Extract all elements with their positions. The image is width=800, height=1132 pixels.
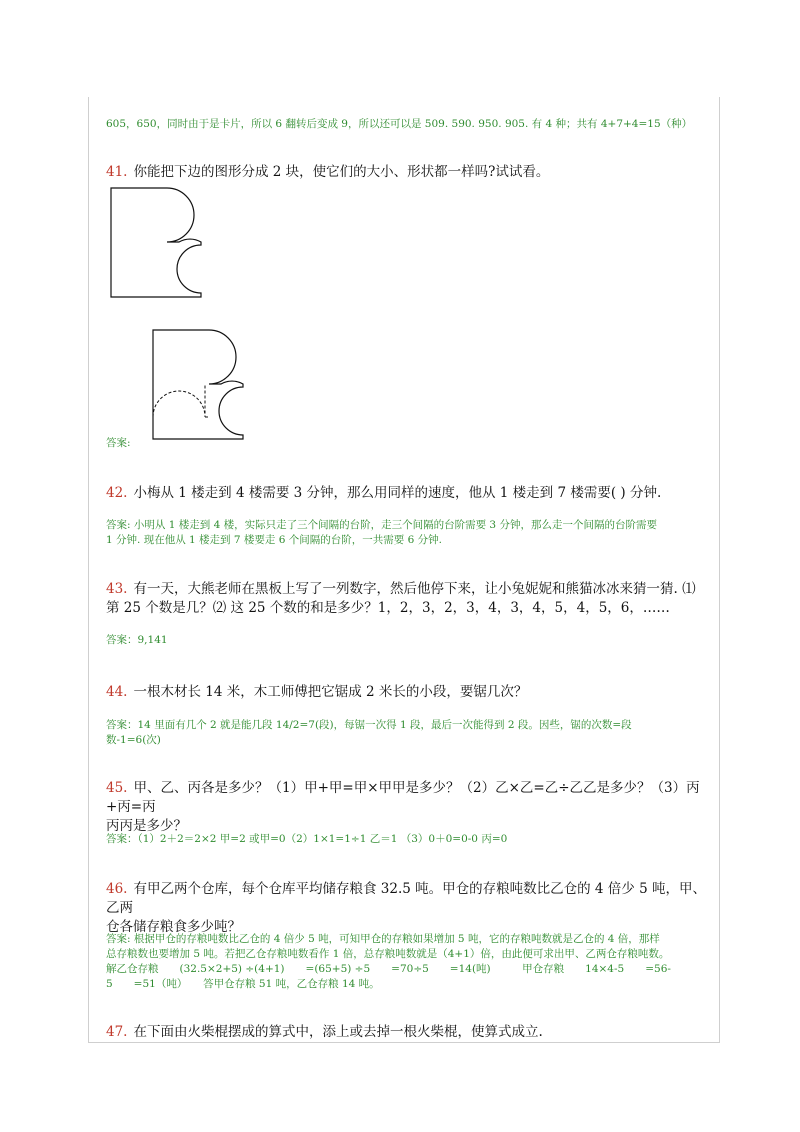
question-41 (106, 163, 716, 182)
answer-line: 解乙仓存粮 (32.5×2+5) ÷(4+1) =(65+5) ÷5 =70÷5 =14(吨) 甲仓存粮 14×4-5 =56- (106, 963, 671, 975)
question-number: 41. (106, 164, 128, 180)
question-number: 46. (106, 881, 128, 897)
answer-line: 答案: 小明从 1 楼走到 4 楼，实际只走了三个间隔的台阶，走三个间隔的台阶需要 3 分钟，那么走一个间隔的台阶需要 (106, 519, 657, 531)
answer-line: 1 分钟. 现在他从 1 楼走到 7 楼要走 6 个间隔的台阶，一共需要 6 分钟. (106, 534, 442, 546)
answer-line: 数-1=6(次) (106, 734, 161, 746)
question-number: 43. (106, 581, 128, 597)
answer-line: 总存粮数也要增加 5 吨。若把乙仓存粮吨数看作 1 倍，总存粮吨数就是（4+1）倍，由此便可求出甲、乙两仓存粮吨数。 (106, 948, 670, 960)
question-42 (106, 484, 716, 503)
question-47 (106, 1023, 716, 1042)
question-text: 一根木材长 14 米，木工师傅把它锯成 2 米长的小段，要锯几次？ (133, 684, 528, 700)
answer-line: 5 =51（吨） 答甲仓存粮 51 吨，乙仓存粮 14 吨。 (106, 978, 380, 990)
question-text-line: 第 25 个数是几？⑵ 这 25 个数的和是多少？1，2，3，2，3，4，3，4，5，4，5，6，…… (106, 600, 670, 616)
question-number: 44. (106, 684, 128, 700)
question-number: 45. (106, 780, 128, 796)
answer-46 (106, 932, 716, 992)
question-text: 小梅从 1 楼走到 4 楼需要 3 分钟，那么用同样的速度，他从 1 楼走到 7 楼需要( ) 分钟. (133, 485, 662, 501)
answer-43: 答案：9,141 (106, 634, 168, 646)
question-text: 你能把下边的图形分成 2 块，使它们的大小、形状都一样吗?试试看。 (133, 164, 550, 180)
question-text: 在下面由火柴棍摆成的算式中，添上或去掉一根火柴棍，使算式成立. (133, 1024, 543, 1040)
question-text-line: 有一天，大熊老师在黑板上写了一列数字，然后他停下来，让小兔妮妮和熊猫冰冰来猜一猜. ⑴ (133, 581, 696, 597)
answer-42 (106, 518, 716, 548)
top-answer-text: 605，650，同时由于是卡片，所以 6 翻转后变成 9，所以还可以是 509. 590. 950. 905. 有 4 种；共有 4+7+4=15（种） (106, 118, 693, 130)
answer-41: 答案: (106, 437, 131, 449)
figure-b-shape-divided (145, 322, 260, 450)
question-number: 42. (106, 485, 128, 501)
question-45 (106, 779, 716, 836)
question-44 (106, 683, 716, 702)
question-text-line: 丙丙是多少？ (106, 818, 187, 834)
answer-line: 答案: 根据甲仓的存粮吨数比乙仓的 4 倍少 5 吨，可知甲仓的存粮如果增加 5 吨，它的存粮吨数就是乙仓的 4 倍，那样 (106, 933, 660, 945)
figure-b-shape (105, 183, 215, 308)
question-number: 47. (106, 1024, 128, 1040)
answer-45: 答案：（1）2＋2＝2×2 甲=2 或甲=0（2）1×1=1÷1 乙＝1 （3）0＋0=0-0 丙=0 (106, 833, 508, 845)
question-text-line: 有甲乙两个仓库，每个仓库平均储存粮食 32.5 吨。甲仓的存粮吨数比乙仓的 4 倍少 5 吨，甲、乙两 (106, 881, 706, 916)
answer-44 (106, 718, 716, 748)
question-text-line: 仓各储存粮食多少吨？ (106, 919, 241, 935)
answer-line: 答案：14 里面有几个 2 就是能几段 14/2=7(段)，每锯一次得 1 段，最后一次能得到 2 段。因些，锯的次数=段 (106, 719, 632, 731)
question-46 (106, 880, 716, 937)
question-43 (106, 580, 716, 618)
question-text-line: 甲、乙、丙各是多少？（1）甲+甲=甲×甲甲是多少？（2）乙×乙=乙÷乙乙是多少？（3）丙+丙=丙 (106, 780, 700, 815)
